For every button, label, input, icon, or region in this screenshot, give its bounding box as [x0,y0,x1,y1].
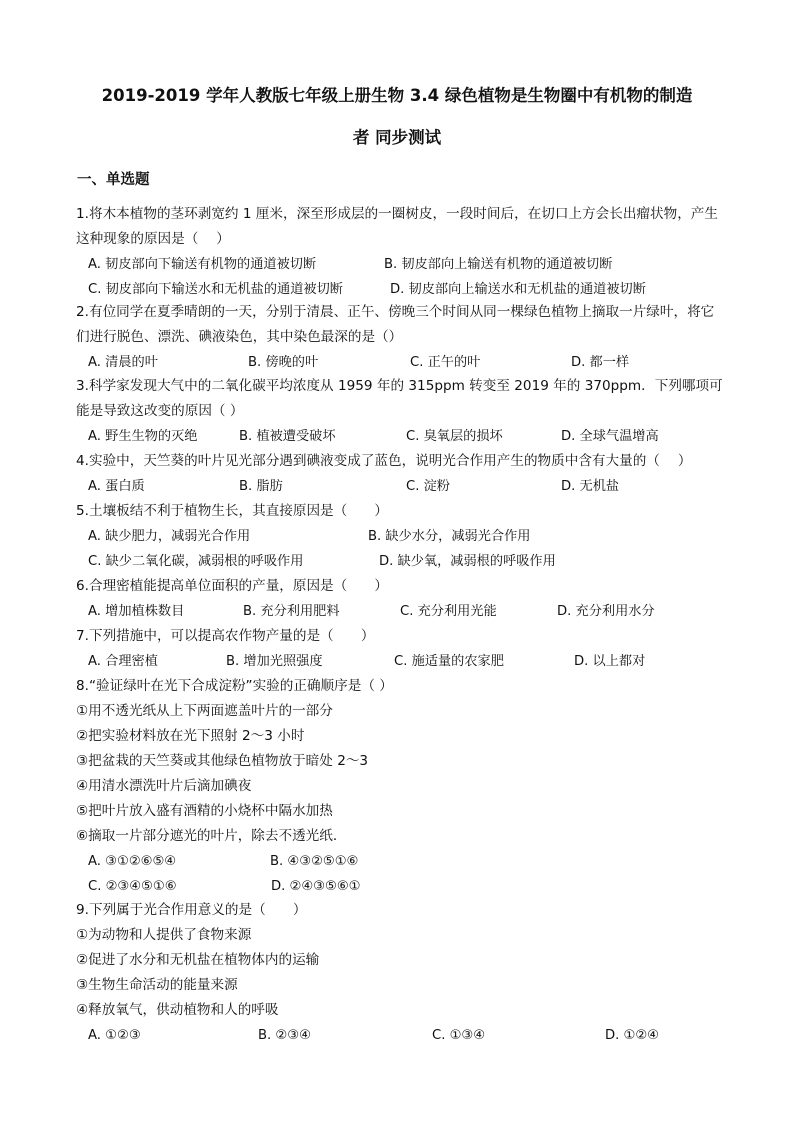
option-d: D. 以上都对 [574,654,646,669]
question-1 [76,202,726,302]
question-1-options-row-2 [76,277,726,302]
question-2-options [76,350,726,375]
option-c: C. 缺少二氧化碳，减弱根的呼吸作用 [88,554,304,569]
option-d: D. ①②④ [605,1028,660,1043]
option-d: D. ②④③⑤⑥① [271,879,361,894]
option-b: B. ④③②⑤①⑥ [270,854,359,869]
option-b: B. 傍晚的叶 [248,355,319,370]
question-6 [76,574,726,624]
question-6-stem: 6.合理密植能提高单位面积的产量，原因是（ ） [76,578,389,594]
document-title-line-2: 者 同步测试 [352,128,442,147]
question-8-step-1: ①用不透光纸从上下两面遮盖叶片的一部分 [76,703,333,719]
option-a: A. 增加植株数目 [88,604,185,619]
question-9-item-4: ④释放氧气，供动植物和人的呼吸 [76,1002,279,1018]
question-8-options-row-1 [76,849,726,874]
question-3 [76,374,726,449]
option-d: D. 韧皮部向上输送水和无机盐的通道被切断 [390,282,646,297]
question-6-options [76,599,726,624]
question-8-step-3: ③把盆栽的天竺葵或其他绿色植物放于暗处 2～3 [76,753,369,769]
question-8-stem: 8.“验证绿叶在光下合成淀粉”实验的正确顺序是（ ） [76,678,393,694]
option-b: B. 增加光照强度 [226,654,323,669]
option-d: D. 都一样 [571,355,630,370]
question-4-options [76,474,726,499]
option-a: A. ①②③ [88,1028,141,1043]
question-8 [76,674,726,899]
question-4-stem: 4.实验中，天竺葵的叶片见光部分遇到碘液变成了蓝色，说明光合作用产生的物质中含有大量的（ ） [76,453,692,469]
question-4 [76,449,726,499]
option-a: A. ③①②⑥⑤④ [88,854,177,869]
question-9-item-1: ①为动物和人提供了食物来源 [76,927,252,943]
question-8-step-6: ⑥摘取一片部分遮光的叶片，除去不透光纸． [76,828,347,844]
question-5-options-row-1 [76,524,726,549]
question-8-step-4: ④用清水漂洗叶片后滴加碘夜 [76,778,252,794]
question-3-stem: 3.科学家发现大气中的二氧化碳平均浓度从 1959 年的 315ppm 转变至 2019 年的 370ppm．下列哪项可能是导致这改变的原因（ ） [76,378,723,419]
question-5 [76,499,726,574]
question-2 [76,300,726,375]
option-d: D. 全球气温增高 [561,429,659,444]
question-7 [76,624,726,674]
option-b: B. 脂肪 [239,479,283,494]
question-9-item-3: ③生物生命活动的能量来源 [76,977,238,993]
option-b: B. 植被遭受破坏 [239,429,336,444]
option-d: D. 无机盐 [561,479,620,494]
question-9 [76,898,726,1048]
question-8-step-2: ②把实验材料放在光下照射 2～3 小时 [76,728,305,744]
option-b: B. ②③④ [258,1028,311,1043]
option-c: C. 韧皮部向下输送水和无机盐的通道被切断 [88,282,343,297]
section-heading: 一、单选题 [77,172,150,188]
question-7-options [76,649,726,674]
option-c: C. 臭氧层的损坏 [406,429,503,444]
question-8-step-5: ⑤把叶片放入盛有酒精的小烧杯中隔水加热 [76,803,333,819]
option-c: C. 正午的叶 [410,355,481,370]
option-c: C. 施适量的农家肥 [394,654,504,669]
option-c: C. ①③④ [432,1028,486,1043]
option-b: B. 缺少水分，减弱光合作用 [368,529,531,544]
question-9-item-2: ②促进了水分和无机盐在植物体内的运输 [76,952,320,968]
option-c: C. 充分利用光能 [400,604,497,619]
option-c: C. 淀粉 [406,479,450,494]
question-5-options-row-2 [76,549,726,574]
question-3-options [76,424,726,449]
document-title-line-1: 2019-2019 学年人教版七年级上册生物 3.4 绿色植物是生物圈中有机物的制造 [101,86,693,105]
option-c: C. ②③④⑤①⑥ [88,879,177,894]
option-a: A. 蛋白质 [88,479,145,494]
option-a: A. 清晨的叶 [88,355,158,370]
option-b: B. 韧皮部向上输送有机物的通道被切断 [384,257,613,272]
option-a: A. 野生生物的灭绝 [88,429,198,444]
question-9-options [76,1023,726,1048]
option-a: A. 韧皮部向下输送有机物的通道被切断 [88,257,317,272]
question-1-stem: 1.将木本植物的茎环剥宽约 1 厘米，深至形成层的一圈树皮，一段时间后，在切口上方会长出瘤状物，产生这种现象的原因是（ ） [76,206,718,247]
option-b: B. 充分利用肥料 [243,604,340,619]
option-d: D. 充分利用水分 [557,604,655,619]
question-8-options-row-2 [76,874,726,899]
question-9-stem: 9.下列属于光合作用意义的是（ ） [76,902,307,918]
question-7-stem: 7.下列措施中，可以提高农作物产量的是（ ） [76,628,375,644]
question-2-stem: 2.有位同学在夏季晴朗的一天，分别于清晨、正午、傍晚三个时间从同一棵绿色植物上摘取一片绿叶，将它们进行脱色、漂洗、碘液染色，其中染色最深的是（） [76,304,715,345]
option-d: D. 缺少氧，减弱根的呼吸作用 [379,554,556,569]
question-5-stem: 5.土壤板结不利于植物生长，其直接原因是（ ） [76,503,389,519]
option-a: A. 合理密植 [88,654,158,669]
question-1-options-row-1 [76,252,726,277]
option-a: A. 缺少肥力，减弱光合作用 [88,529,251,544]
